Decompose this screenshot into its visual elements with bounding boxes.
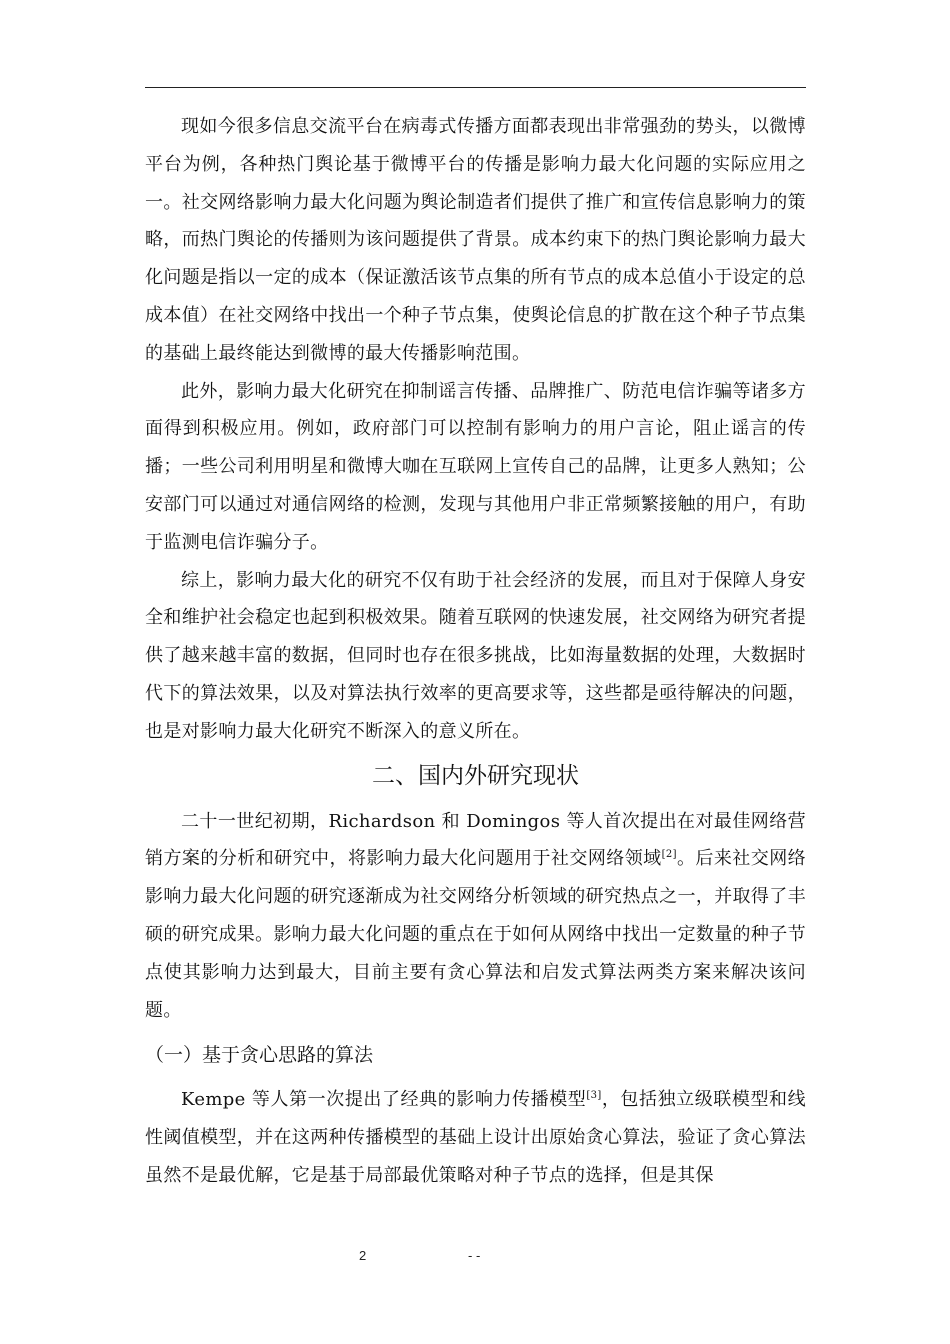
page-body <box>145 108 806 1195</box>
body-paragraph: 此外，影响力最大化研究在抑制谣言传播、品牌推广、防范电信诈骗等诸多方面得到积极应用。例如，政府部门可以控制有影响力的用户言论，阻止谣言的传播；一些公司利用明星和微博大咖在互联网上宣传自己的品牌，让更多人熟知；公安部门可以通过对通信网络的检测，发现与其他用户非正常频繁接触的用户，有助于监测电信诈骗分子。 <box>145 380 806 553</box>
header-rule <box>145 87 806 88</box>
body-paragraph <box>145 803 806 1030</box>
body-paragraph: 综上，影响力最大化的研究不仅有助于社会经济的发展，而且对于保障人身安全和维护社会稳定也起到积极效果。随着互联网的快速发展，社交网络为研究者提供了越来越丰富的数据，但同时也存在很多挑战，比如海量数据的处理，大数据时代下的算法效果，以及对算法执行效率的更高要求等，这些都是亟待解决的问题，也是对影响力最大化研究不断深入的意义所在。 <box>145 569 806 742</box>
page-number: 2 <box>359 1248 367 1263</box>
paragraph-text: ，包括独立级联模型和线性阈值模型，并在这两种传播模型的基础上设计出原始贪心算法，验证了贪心算法虽然不是最优解，它是基于局部最优策略对种子节点的选择，但是其保 <box>145 1089 806 1186</box>
paragraph-text: 。后来社交网络影响力最大化问题的研究逐渐成为社交网络分析领域的研究热点之一，并取得了丰硕的研究成果。影响力最大化问题的重点在于如何从网络中找出一定数量的种子节点使其影响力达到最大，目前主要有贪心算法和启发式算法两类方案来解决该问题。 <box>145 848 806 1021</box>
body-paragraph: 现如今很多信息交流平台在病毒式传播方面都表现出非常强劲的势头，以微博平台为例，各种热门舆论基于微博平台的传播是影响力最大化问题的实际应用之一。社交网络影响力最大化问题为舆论制造者们提供了推广和宣传信息影响力的策略，而热门舆论的传播则为该问题提供了背景。成本约束下的热门舆论影响力最大化问题是指以一定的成本（保证激活该节点集的所有节点的成本总值小于设定的总成本值）在社交网络中找出一个种子节点集，使舆论信息的扩散在这个种子节点集的基础上最终能达到微博的最大传播影响范围。 <box>145 116 806 364</box>
paragraph-text: 二十一世纪初期，Richardson 和 Domingos 等人首次提出在对最佳网络营销方案的分析和研究中，将影响力最大化问题用于社交网络领域 <box>145 810 806 870</box>
citation-reference: [2] <box>661 849 677 861</box>
section-heading: 二、国内外研究现状 <box>372 762 579 789</box>
paragraph-text: Kempe 等人第一次提出了经典的影响力传播模型 <box>181 1089 587 1111</box>
body-paragraph <box>145 1081 806 1194</box>
footer-mark: - - <box>468 1248 481 1263</box>
citation-reference: [3] <box>586 1090 602 1102</box>
subsection-heading: （一）基于贪心思路的算法 <box>145 1044 374 1067</box>
